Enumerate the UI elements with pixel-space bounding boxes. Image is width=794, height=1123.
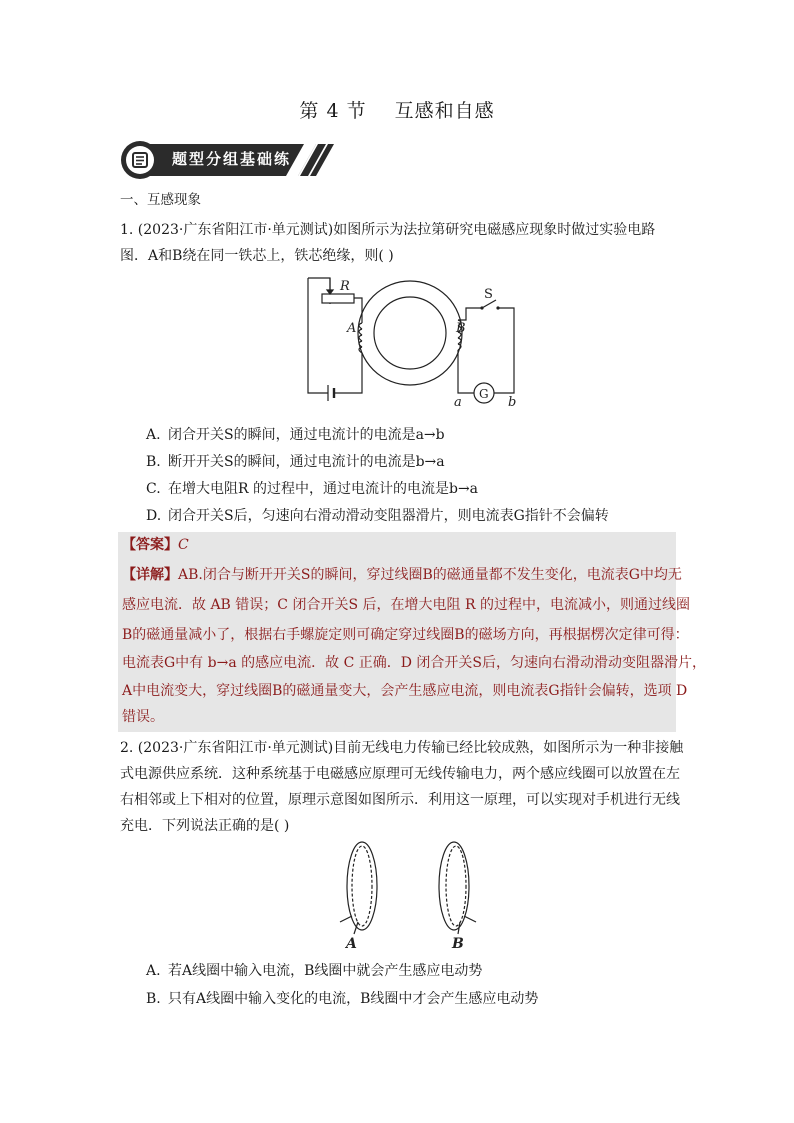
q1-option-a: A. 闭合开关S的瞬间，通过电流计的电流是a→b [146,427,445,443]
title-topic: 互感和自感 [394,100,495,122]
q2-stem-line-4: 充电．下列说法正确的是( ) [120,818,290,834]
fig1-label-R: R [340,279,350,294]
q2-option-b: B. 只有A线圈中输入变化的电流，B线圈中才会产生感应电动势 [146,991,539,1007]
q1-explain-line-2: 感应电流．故 AB 错误；C 闭合开关S 后，在增大电阻 R 的过程中，电流减小，则通过线圈 [122,597,690,613]
fig2-label-A: A [346,936,357,952]
q1-explain-line-4: 电流表G中有 b→a 的感应电流．故 C 正确．D 闭合开关S后，匀速向右滑动滑动变阻器滑片， [122,655,706,671]
fig1-label-a: a [454,395,462,408]
q1-explain-line-3: B的磁通量减小了，根据右手螺旋定则可确定穿过线圈B的磁场方向，再根据楞次定律可得： [122,627,689,643]
q1-explain-line-1: 【详解】AB.闭合与断开开关S的瞬间，穿过线圈B的磁通量都不发生变化，电流表G中均无 [122,567,682,583]
title-section: 第 4 节 [299,100,367,122]
page-title [0,96,794,123]
q1-explain-line-6: 错误。 [122,709,164,725]
fig1-label-S: S [484,287,493,302]
q2-stem-line-3: 右相邻或上下相对的位置，原理示意图如图所示．利用这一原理，可以实现对手机进行无线 [120,792,680,808]
fig1-label-A: A [347,321,357,336]
q1-circuit-diagram [300,268,530,408]
q1-option-d: D. 闭合开关S后，匀速向右滑动滑动变阻器滑片，则电流表G指针不会偏转 [146,508,609,524]
q1-stem-line-2: 图．A和B绕在同一铁芯上，铁芯绝缘，则( ) [120,248,394,264]
fig2-label-B: B [452,936,464,952]
fig1-label-b: b [508,395,517,408]
banner-label: 题型分组基础练 [172,150,292,168]
q1-option-b: B. 断开开关S的瞬间，通过电流计的电流是b→a [146,454,445,470]
q2-option-a: A. 若A线圈中输入电流，B线圈中就会产生感应电动势 [146,963,483,979]
section-heading: 一、互感现象 [120,192,201,208]
q1-stem-line-1: 1. (2023·广东省阳江市·单元测试)如图所示为法拉第研究电磁感应现象时做过实验电路 [120,222,656,238]
q1-option-c: C. 在增大电阻R 的过程中，通过电流计的电流是b→a [146,481,479,497]
q2-stem-line-1: 2. (2023·广东省阳江市·单元测试)目前无线电力传输已经比较成熟，如图所示为一种非接触 [120,740,684,756]
q2-coils-diagram [320,838,500,953]
q1-explain-line-5: A中电流变大，穿过线圈B的磁通量变大，会产生感应电流，则电流表G指针会偏转，选项 D [122,683,688,699]
fig1-label-G: G [479,387,489,401]
q2-stem-line-2: 式电源供应系统．这种系统基于电磁感应原理可无线传输电力，两个感应线圈可以放置在左 [120,766,680,782]
fig1-label-B: B [456,321,466,336]
q1-answer: 【答案】C [122,537,189,553]
